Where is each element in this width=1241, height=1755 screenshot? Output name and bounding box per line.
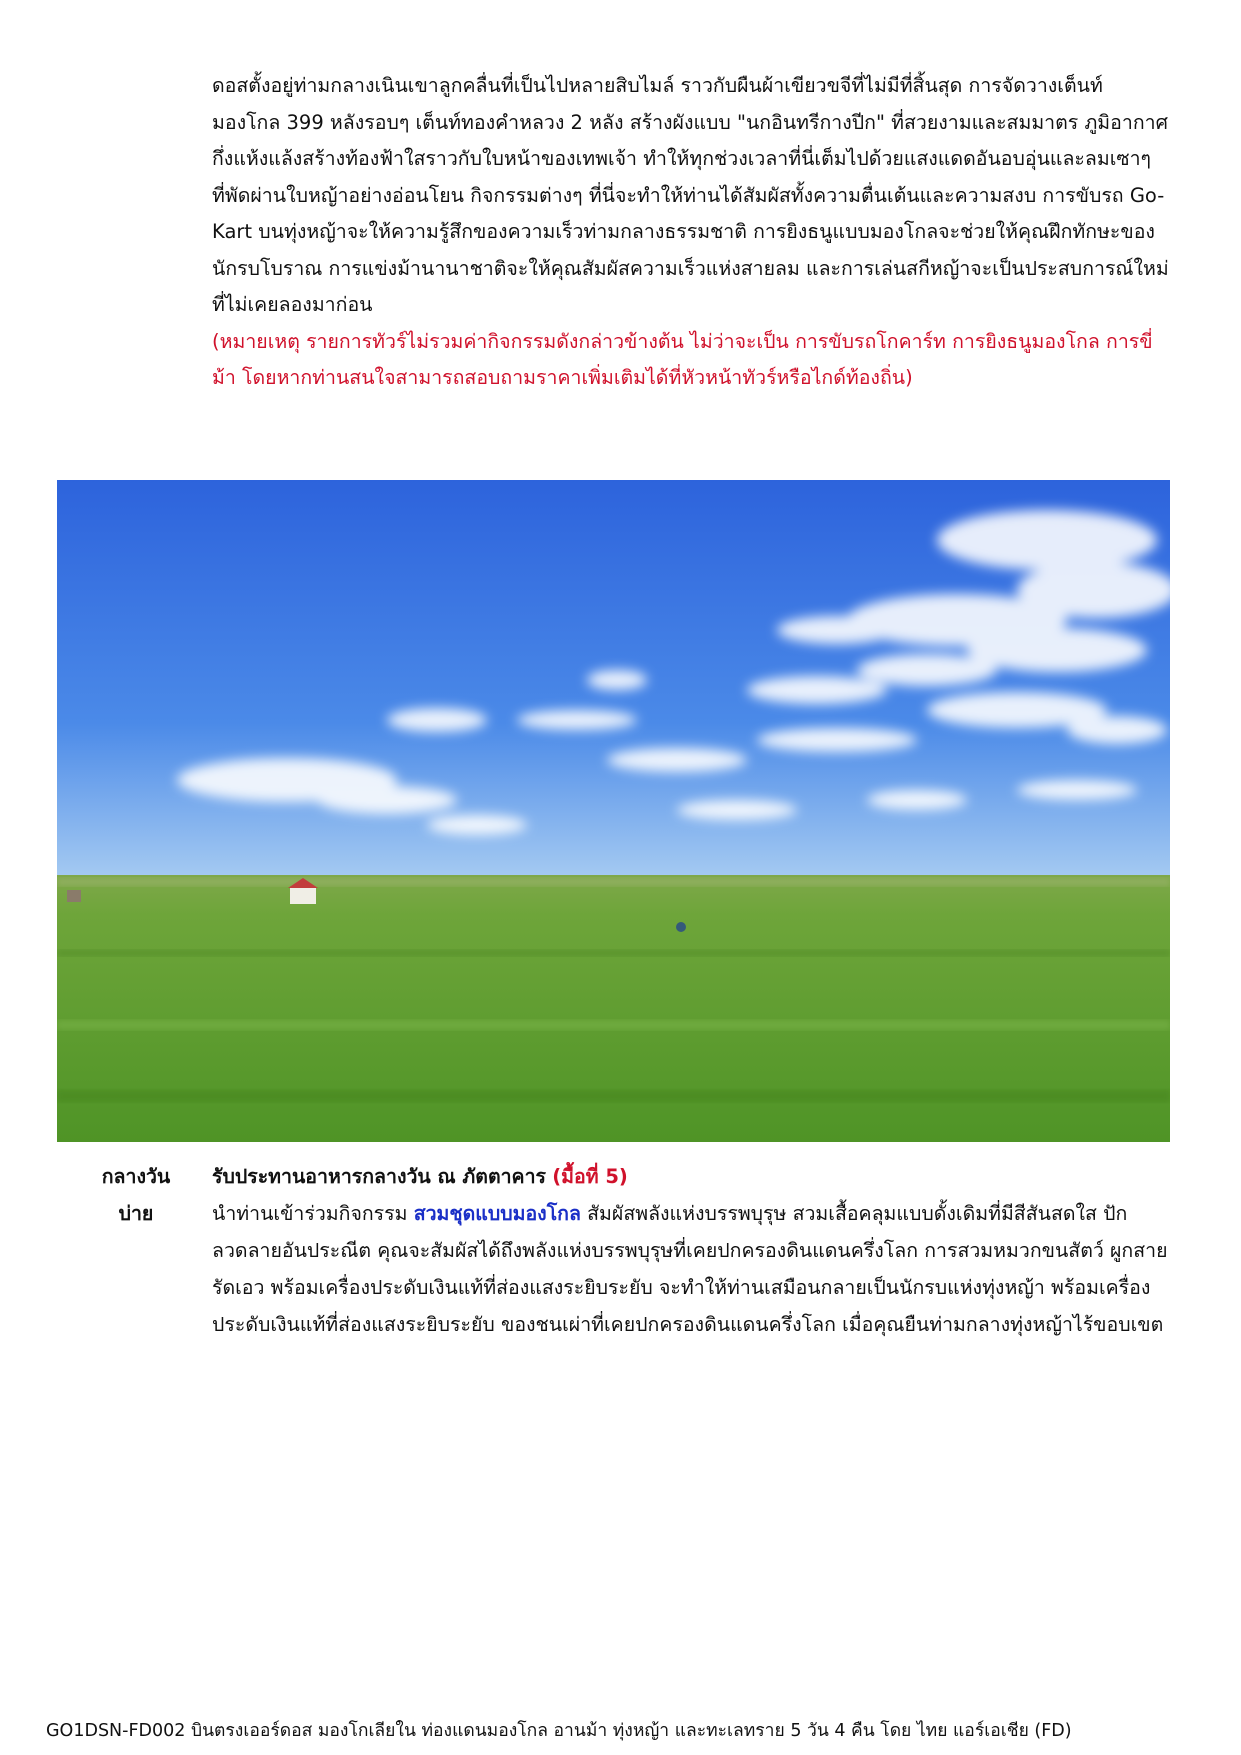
lunch-title: รับประทานอาหารกลางวัน ณ ภัตตาคาร — [212, 1165, 547, 1188]
schedule-description — [212, 1195, 1170, 1343]
schedule-description — [212, 1158, 1170, 1195]
intro-paragraph: ดอสตั้งอยู่ท่ามกลางเนินเขาลูกคลื่นที่เป็นไปหลายสิบไมล์ ราวกับผืนผ้าเขียวขจีที่ไม่มีที่สิ้นสุด การจัดวางเต็นท์มองโกล 399 หลังรอบๆ เต็นท์ทองคำหลวง 2 หลัง สร้างผังแบบ "นกอินทรีกางปีก" ที่สวยงามและสมมาตร ภูมิอากาศกึ่งแห้งแล้งสร้างท้องฟ้าใสราวกับใบหน้าของเทพเจ้า ทำให้ทุกช่วงเวลาที่นี่เต็มไปด้วยแสงแดดอันอบอุ่นและลมเซาๆ ที่พัดผ่านใบหญ้าอย่างอ่อนโยน กิจกรรมต่างๆ ที่นี่จะทำให้ท่านได้สัมผัสทั้งความตื่นเต้นและความสงบ การขับรถ Go-Kart บนทุ่งหญ้าจะให้ความรู้สึกของความเร็วท่ามกลางธรรมชาติ การยิงธนูแบบมองโกลจะช่วยให้คุณฝึกทักษะของนักรบโบราณ การแข่งม้านานาชาติจะให้คุณสัมผัสความเร็วแห่งสายลม และการเล่นสกีหญ้าจะเป็นประสบการณ์ใหม่ที่ไม่เคยลองมาก่อน — [212, 74, 1169, 316]
intro-section — [212, 68, 1170, 397]
activity-lead: นำท่านเข้าร่วมกิจกรรม — [212, 1202, 408, 1225]
activity-text: สัมผัสพลังแห่งบรรพบุรุษ สวมเสื้อคลุมแบบดั้งเดิมที่มีสีสันสดใส ปักลวดลายอันประณีต คุณจะสัมผัสได้ถึงพลังแห่งบรรพบุรุษที่เคยปกครองดินแดนครึ่งโลก การสวมหมวกขนสัตว์ ผูกสายรัดเอว พร้อมเครื่องประดับเงินแท้ที่ส่องแสงระยิบระยับ จะทำให้ท่านเสมือนกลายเป็นนักรบแห่งทุ่งหญ้า พร้อมเครื่องประดับเงินแท้ที่ส่องแสงระยิบระยับ ของชนเผ่าที่เคยปกครองดินแดนครึ่งโลก เมื่อคุณยืนท่ามกลางทุ่งหญ้าไร้ขอบเขต — [212, 1202, 1168, 1336]
schedule-row-lunch — [60, 1158, 1170, 1195]
activity-highlight: สวมชุดแบบมองโกล — [413, 1202, 581, 1225]
page-footer: GO1DSN-FD002 บินตรงเออร์ดอส มองโกเลียใน ท่องแดนมองโกล อานม้า ทุ่งหญ้า และทะเลทราย 5 วัน 4 คืน โดย ไทย แอร์เอเชีย (FD) — [46, 1721, 1072, 1741]
schedule — [60, 1158, 1170, 1343]
time-label: กลางวัน — [101, 1165, 171, 1188]
grassland-illustration — [57, 480, 1170, 1142]
horizon — [57, 878, 1170, 886]
activity-note: (หมายเหตุ รายการทัวร์ไม่รวมค่ากิจกรรมดังกล่าวข้างต้น ไม่ว่าจะเป็น การขับรถโกคาร์ท การยิงธนูมองโกล การขี่ม้า โดยหากท่านสนใจสามารถสอบถามราคาเพิ่มเติมได้ที่หัวหน้าทัวร์หรือไกด์ท้องถิ่น) — [212, 329, 1153, 389]
schedule-row-afternoon — [60, 1195, 1170, 1343]
time-label: บ่าย — [118, 1202, 154, 1225]
grassland-photo — [57, 480, 1170, 1142]
meal-count: (มื้อที่ 5) — [552, 1165, 628, 1188]
